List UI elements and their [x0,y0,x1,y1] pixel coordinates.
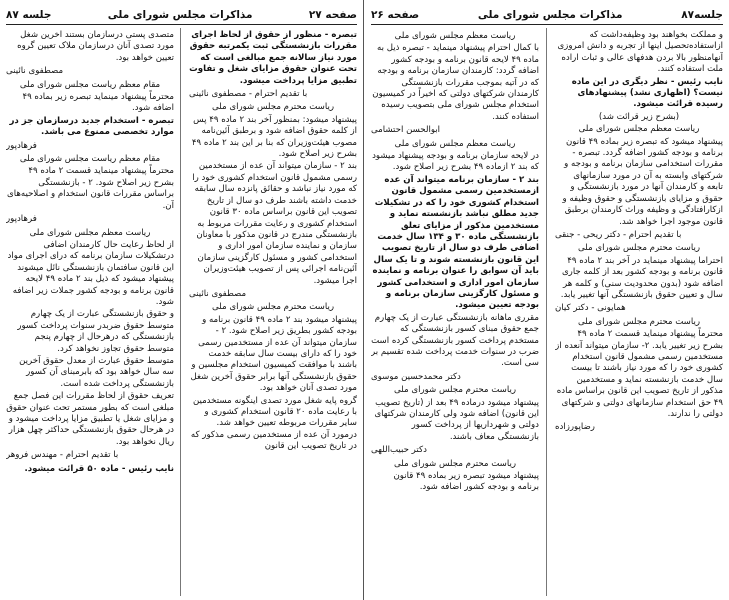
text-column-left [6,30,174,596]
paragraph: گروه پایه شغل مورد تصدی اینگونه مستخدمین با رعایت ماده ۲۰ قانون استخدام کشوری و سایر مقررات مربوطه تعیین خواهد شد. درمورد آن عده از مستخدمین رسمی مذکور که در تاریخ تصویب این قانون [190,395,357,452]
address-heading: ریاست محترم مجلس شورای ملی [578,243,700,254]
paragraph: محترماً پیشنهاد مینماید تبصره زیر بماده ۴۹ اضافه شود. [22,92,174,114]
paragraph: محترماً پیشنهاد مینماید قسمت ۲ ماده ۴۹ بشرح زیر تغییر یابد. ۲- سازمان میتواند آنعده از مستخدمین رسمی مشمول قانون استخدام کشوری خود را که مورد نیاز باشند تا بیست سال خدمت بازنشسته نماید و مستخدمین مذکور از تاریخ تصویب این قانون براساس ماده ۴۹ حق استخدام سازمانهای دولتی و شرکتهای دولتی را ندارند. [555,329,723,419]
signature: مصطفوی نائینی [6,66,64,77]
paragraph: پیشنهاد میشود بند ۲ ماده ۴۹ قانون برنامه و بودجه کشور بطریق زیر اصلاح شود. ۲ - سازمان میتواند آن عده از مستخدمین رسمی خود را که دارای بیست سال سابقه خدمت باشند با موافقت کمیسیون استخدام مجلسین و حقوق بازنشستگی آنها برابر حقوق آخرین شغل مورد تصدی آنان خواهد بود. [190,314,357,394]
column-divider [180,28,181,596]
address-heading: مقام معظم ریاست مجلس شورای ملی [19,79,161,90]
session-number: جلسه ۸۷ [6,9,52,21]
address-heading: (بشرح زیر قرائت شد) [598,111,680,122]
paragraph: احتراما پیشنهاد مینماید در آخر بند ۲ ماده ۴۹ قانون برنامه و بودجه کشور بعد از کلمه جاری اضافه شود (بدون محدودیت سنی) و کلمه هر سال و تعیین حقوق بازنشستگی آنها تغییر یابد. [560,255,723,300]
text-column-right [555,30,723,596]
page-number: صفحه ۲۶ [371,9,420,21]
paragraph: در لایحه سازمان برنامه و بودجه پیشنهاد میشود که بند ۲ ازماده ۴۹ بشرح زیر اصلاح شود. [372,151,539,173]
paragraph: محترماً پیشنهاد مینماید قسمت ۲ ماده ۴۹ بشرح زیر اصلاح شود. ۲ - بازنشستگی براساس مقررات قانون استخدام و اصلاحیه‌های آن. [7,166,174,211]
session-number: جلسه۸۷ [681,9,723,21]
page-number: صفحه ۲۷ [308,9,357,21]
paragraph: نایب رئیس - نظر دیگری در این ماده نیست؟ (اظهاری نشد) پیشنهادهای رسیده قرائت میشود. [571,76,723,110]
running-title: مذاکرات مجلس شورای ملی [107,9,253,21]
paragraph: پیشنهاد میشود درماده ۴۹ بعد از (تاریخ تصویب این قانون) اضافه شود ولی کارمندان شرکتهای دولتی و شهرداریها از پرداخت کسور بازنشستگی معاف باشند. [374,397,539,442]
signature: ابوالحسن احتشامی [371,125,441,136]
paragraph: تبصره - منظور از حقوق از لحاظ اجرای مقررات بازنشستگی ثبت یکمرتبه حقوق مورد نیاز سالانه جمع مبالغی است که تحت عنوان حقوق مزایای شغل و تفاوت تطبیق مزایا پرداخت میشود. [189,30,357,86]
paragraph: بند ۲ - سازمان برنامه میتواند آن عده ازمستخدمین رسمی مشمول قانون استخدام کشوری خود را که در تشکیلات جدید مطلق نباشد بازنشسته نماید و مستخدمین مذکور از مزایای تعلق بازنشستگی ماده ۳۰ و ۱۳۴ سال خدمت اضافی طرف دو سال از تاریخ تصویب این قانون بازنشسته شوند و تا یک سال باید آن سوابق را عنوان برنامه و نماینده سازمان امور اداری و استخدامی کشور و مسئول کارگزینی سازمان برنامه و بودجه تعیین میشود. [372,174,539,311]
page-27 [0,0,364,600]
page-26 [365,0,729,600]
paragraph: و مملکت بخواهند بود وظیفه‌داشت که ازاستفاده‌تحصیل اینها از تجربه و دانش امروزی آنهامنظور بالا بردن هدفهای عالی و ثبات اراده ملت استفاده کنند. [557,30,723,75]
address-heading: ریاست معظم مجلس شورای ملی [394,138,516,149]
paragraph: پیشنهاد میشود تبصره زیر بماده ۴۹ قانون برنامه و بودجه کشور اضافه شود. [393,471,539,493]
signature: با تقدیم احترام - مصطفوی نائینی [189,89,308,100]
paragraph: با کمال احترام پیشنهاد مینماید - تبصره ذیل به ماده ۴۹ لایحه قانون برنامه و بودجه کشور اضافه گردد: کارمندان سازمان برنامه و بودجه که در آتیه بموجب مقررات بازنشستگی کارمندان شرکتهای دولتی که اخیراً در کمیسیون استخدام مجلس شورای ملی بتصویب رسیده استفاده کنند. [372,43,539,122]
page-header [371,6,723,25]
address-heading: ریاست معظم مجلس شورای ملی [394,31,516,41]
paragraph: متوسط حقوق عبارت از معدل حقوق آخرین سه سال خواهد بود که بابرمبنای آن کسور بازنشستگی پرداخت شده است. [19,355,174,389]
signature: رضاپورزاده [555,422,595,433]
signature: دکتر محمدحسین موسوی [371,371,461,382]
paragraph: پیشنهاد میشود که تبصره زیر بماده ۴۹ قانون برنامه و بودجه کشور اضافه گردد. تبصره - مقررات استخدامی سازمان برنامه و بودجه و شرکتهای وابسته به آن در مورد سازمانهای تابعه و کارمندان آنها در مورد بازنشستگی و حقوق و مزایای بازنشستگی و حقوق وظیفه و ازکارافتادگی و وظیفه وراث کارمندان برطبق قانون موجود اجرا خواهد شد. [562,136,723,227]
paragraph: تعریف حقوق از لحاظ مقررات این فصل جمع مبلغی است که بطور مستمر تحت عنوان حقوق و مزایای شغل یا تطبیق مزایا پرداخت میشود و در هرحال حقوق بازنشستگی حداکثر چهل هزار ریال نخواهد بود. [6,391,174,447]
address-heading: ریاست محترم مجلس شورای ملی [578,316,700,327]
address-heading: ریاست معظم مجلس شورای ملی [29,227,151,238]
address-heading: ریاست محترم مجلس شورای ملی [394,385,516,396]
text-column-left [371,30,539,596]
paragraph: تبصره - استخدام جدید درسازمان جز در موارد تخصصی ممنوع می باشد. [9,115,174,138]
paragraph: نایب رئیس - ماده ۵۰ قرائت میشود. [24,463,174,474]
signature: فرهادپور [6,214,37,225]
address-heading: ریاست محترم مجلس شورای ملی [212,102,334,113]
address-heading: ریاست محترم مجلس شورای ملی [212,302,334,313]
column-divider [546,28,547,596]
paragraph: مقرری ماهانه بازنشستگی عبارت از یک چهارم جمع حقوق مبنای کسور بازنشستگی که مستخدم پرداخت کسور بازنشستگی کرده است ضرب در سنوات خدمت پرداخت شده تقسیم بر سی است. [371,312,539,369]
address-heading: ریاست محترم مجلس شورای ملی [394,458,516,469]
signature: با تقدیم احترام - مهندس فروهر [6,450,119,461]
signature: با تقدیم احترام - دکتر ریحی - جنقی [555,229,682,240]
signature: همایونی - دکتر کیان [555,303,626,314]
signature: دکتر حبیب‌اللهی [371,445,427,456]
paragraph: متصدی پستی درسازمان بستند آخرین شغل مورد تصدی آنان درسازمان ملاک تعیین گروه تعیین خواهد بود. [17,30,174,63]
paragraph: از لحاظ رعایت حال کارمندان اضافی درتشکیلات سازمان برنامه که درای اجرای مواد این قانون سافتمان بازنشستگی نائل میشوند پیشنهاد میشود که ذیل بند ۲ ماده ۴۹ لایحه قانون برنامه و بودجه کشور جملات زیر اضافه شود. [7,239,174,307]
page-header [6,6,357,25]
signature: مصطفوی نائینی [189,288,247,299]
signature: فرهادپور [6,140,37,151]
paragraph: پیشنهاد میشود: بمنظور آخر بند ۲ ماده ۴۹ پس از کلمه حقوق اضافه شود و برطبق آئین‌نامه مصوب هیئت‌وزیران که بنا بر این بند ۲ ماده ۴۹ بشرح زیر اصلاح شود. [191,114,357,160]
address-heading: ریاست معظم مجلس شورای ملی [578,124,700,135]
text-column-right [189,30,357,596]
address-heading: مقام معظم ریاست مجلس شورای ملی [19,154,161,165]
paragraph: و حقوق بازنشستگی عبارت از یک چهارم متوسط حقوق ضربدر سنوات پرداخت کسور بازنشستگی که درهرحال از چهارم پنجم متوسط حقوق تجاوز نخواهد کرد. [17,309,174,354]
running-title: مذاکرات مجلس شورای ملی [477,9,623,21]
paragraph: بند ۲ - سازمان میتواند آن عده از مستخدمین رسمی مشمول قانون استخدام کشوری خود را که مورد نیاز نباشد و حقائق پانزده سال سابقه خدمت داشته باشند طرف دو سال از تاریخ تصویب این قانون براساس ماده ۳۰ قانون استخدام کشوری و رعایت مقررات مربوط به بازنشستگی مندرج در قانون مذکور با معاونان سازمان و نماینده سازمان امور اداری و استخدامی کشور و مسئول کارگزینی سازمان آئین‌نامه اجرائی پس از تصویب هیئت‌وزیران اجرا میشود. [192,161,357,286]
